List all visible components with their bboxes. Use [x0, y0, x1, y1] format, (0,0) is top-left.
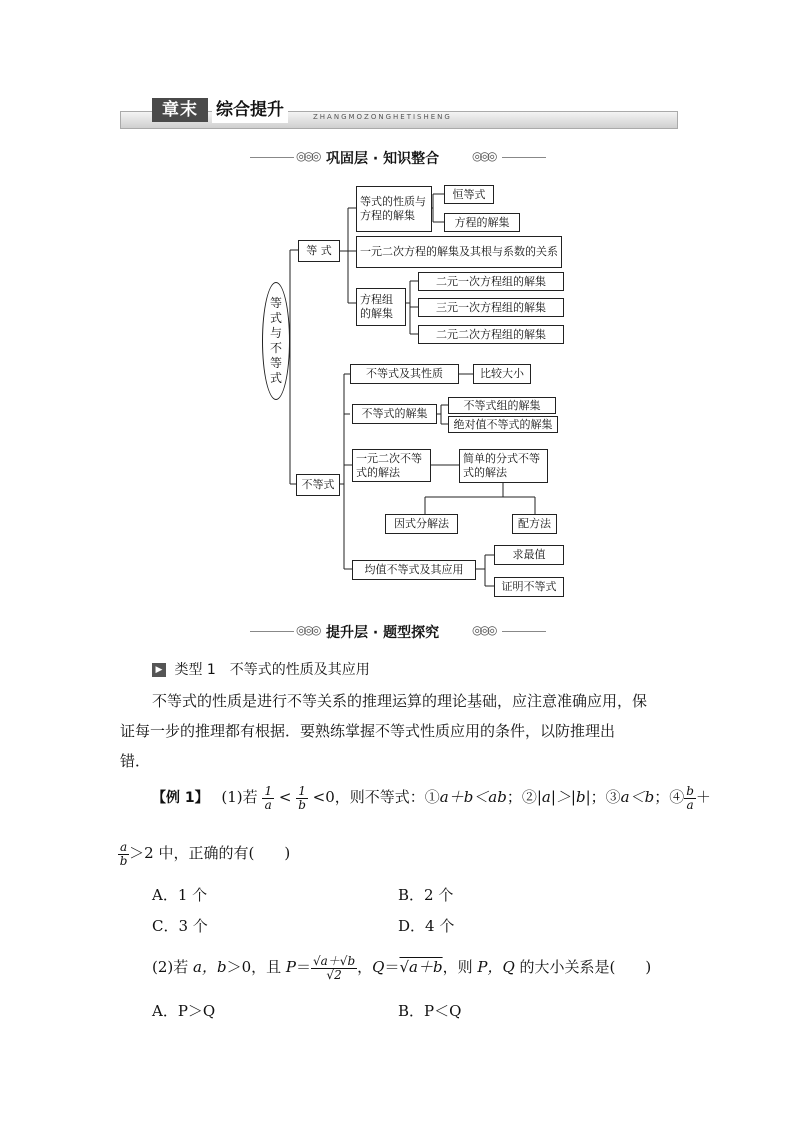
type1-line3: 错．	[120, 752, 151, 770]
node-equation: 等 式	[298, 240, 340, 262]
option2-a: A．P＞Q	[152, 1002, 216, 1020]
node-system-2var-linear: 二元一次方程组的解集	[418, 272, 564, 291]
frac-sqrt-sum-over-sqrt2: $\frac{√a+√b}{√2}$	[313, 953, 356, 982]
sqrt-a-plus-b: √a＋b	[399, 958, 443, 976]
example1-tail: ＞2 中，正确的有( )	[129, 844, 291, 862]
node-identity: 恒等式	[444, 185, 494, 204]
type1-line2: 证每一步的推理都有根据．要熟练掌握不等式性质应用的条件，以防推理出	[120, 722, 616, 740]
node-mean-inequality: 均值不等式及其应用	[352, 560, 476, 580]
part2-prefix: (2)若	[152, 958, 194, 976]
section2-rings-left-icon: ◎◎◎	[296, 623, 319, 637]
node-system-3var-linear: 三元一次方程组的解集	[418, 298, 564, 317]
node-absolute-value-solution: 绝对值不等式的解集	[448, 416, 558, 433]
example1-line2	[118, 838, 678, 868]
section2-rule-left	[250, 631, 294, 632]
play-marker-icon: ▶	[152, 663, 166, 677]
chapter-title: 综合提升	[212, 97, 288, 123]
option-c: C．3 个	[152, 917, 208, 935]
frac-b-over-a: $\frac{b}{a}$	[686, 783, 694, 812]
node-inequality-properties: 不等式及其性质	[350, 364, 459, 384]
section1-title: 巩固层 · 知识整合	[326, 151, 440, 167]
node-factorization-method: 因式分解法	[385, 514, 458, 534]
type1-heading: 类型 1 不等式的性质及其应用	[174, 662, 370, 678]
item1: a＋b＜ab	[439, 788, 507, 806]
node-prove-inequality: 证明不等式	[494, 577, 564, 597]
example1-p1-prefix: (1)若	[221, 788, 258, 806]
plus-sign: ＋	[695, 788, 711, 806]
option2-b: B．P＜Q	[398, 1002, 462, 1020]
example1-label: 【例 1】	[152, 790, 209, 806]
node-equation-system: 方程组的解集	[356, 288, 406, 326]
node-inequality-solution: 不等式的解集	[352, 404, 437, 424]
section2-rule-right	[502, 631, 546, 632]
section1-rings-right-icon: ◎◎◎	[472, 149, 495, 163]
type1-line1: 不等式的性质是进行不等关系的推理运算的理论基础，应注意准确应用，保	[152, 692, 648, 710]
part2-vars: a，b	[193, 958, 227, 976]
var-PQ: P，Q	[477, 958, 515, 976]
node-find-extreme: 求最值	[494, 545, 564, 565]
chapter-badge: 章末	[152, 98, 208, 122]
node-inequality: 不等式	[296, 474, 340, 496]
node-compare-size: 比较大小	[473, 364, 531, 384]
var-P: P	[285, 958, 296, 976]
var-Q: Q	[372, 958, 385, 976]
node-quadratic-equation: 一元二次方程的解集及其根与系数的关系	[356, 236, 562, 268]
part2-tail-2: 的大小关系是( )	[514, 958, 652, 976]
option-b: B．2 个	[398, 886, 454, 904]
part2-tail-1: ，则	[442, 958, 478, 976]
option-d: D．4 个	[398, 917, 455, 935]
frac-1-over-b: $\frac{1}{b}$	[298, 783, 306, 812]
item4-prefix: ；④	[654, 788, 685, 806]
lt-zero-text: <0，则不等式：①	[312, 788, 440, 806]
example1-part2: (2)若 a，b＞0，且 P＝ $\frac{√a+√b}{√2}$ ，Q＝√a＋b，则 P，Q 的大小关系是( )	[152, 953, 652, 982]
equals-sign: ＝	[295, 958, 311, 976]
lt-sign: <	[278, 788, 292, 806]
frac-1-over-a: $\frac{1}{a}$	[264, 783, 273, 812]
node-complete-square-method: 配方法	[512, 514, 557, 534]
header-pinyin: ZHANGMOZONGHETISHENG	[313, 113, 452, 121]
mindmap-root: 等式与不等式	[262, 282, 290, 400]
item3: a＜b	[620, 788, 655, 806]
item2: a|＞|b|	[541, 788, 591, 806]
item3-prefix: ；③	[590, 788, 621, 806]
node-system-2var-quadratic: 二元二次方程组的解集	[418, 325, 564, 344]
option-a: A．1 个	[152, 886, 208, 904]
node-equation-properties: 等式的性质与方程的解集	[356, 186, 432, 232]
section2-rings-right-icon: ◎◎◎	[472, 623, 495, 637]
type1-paragraph	[120, 686, 682, 776]
example1-line1	[152, 782, 711, 813]
node-equation-solution: 方程的解集	[444, 213, 520, 232]
node-fractional-inequality: 简单的分式不等式的解法	[459, 449, 548, 483]
item2-prefix: ；②|	[506, 788, 542, 806]
equals-sign-2: ＝	[384, 958, 400, 976]
part2-cond: ＞0，且	[226, 958, 286, 976]
node-inequality-group-solution: 不等式组的解集	[448, 397, 556, 414]
node-quadratic-inequality: 一元二次不等式的解法	[352, 449, 431, 482]
section1-rings-left-icon: ◎◎◎	[296, 149, 319, 163]
section2-title: 提升层 · 题型探究	[326, 625, 440, 641]
frac-a-over-b: $\frac{a}{b}$	[119, 839, 128, 868]
type1-heading-row	[152, 660, 370, 680]
